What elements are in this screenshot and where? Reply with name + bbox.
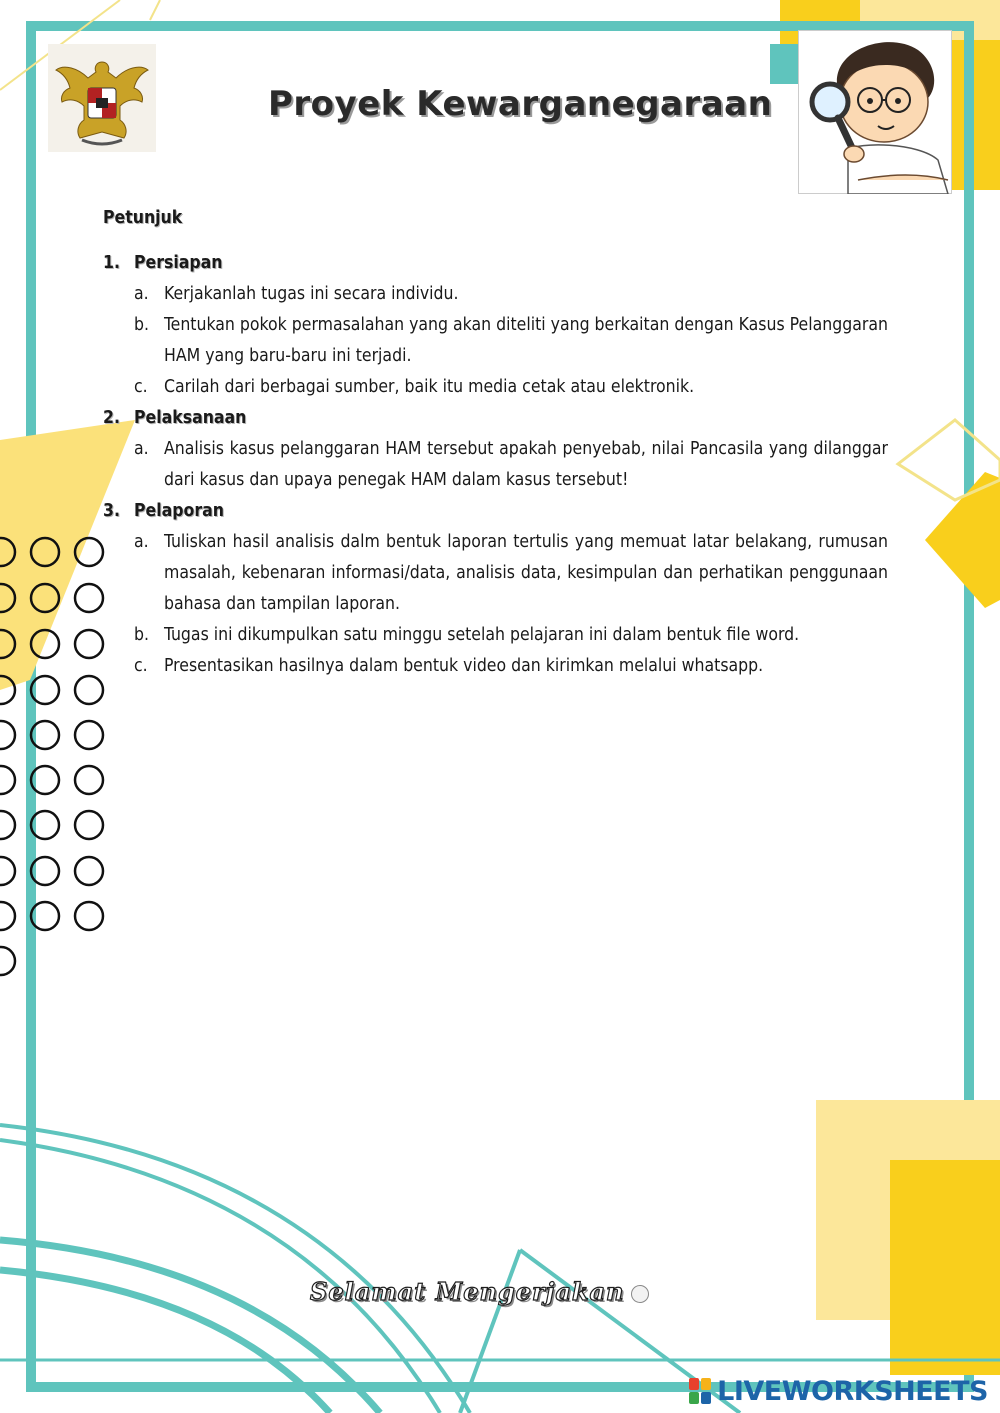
- decor-circle: [75, 584, 103, 612]
- list-item: [103, 279, 888, 310]
- section-title: Persiapan: [134, 253, 223, 273]
- item-letter: a.: [134, 532, 149, 552]
- brand-footer[interactable]: [689, 1374, 988, 1408]
- right-yellow-diamond: [925, 472, 1000, 608]
- section-title: Pelaksanaan: [134, 408, 247, 428]
- garuda-emblem-icon: [48, 44, 156, 152]
- section-heading: [103, 403, 888, 434]
- item-text: Tentukan pokok permasalahan yang akan diteliti yang berkaitan dengan Kasus Pelanggaran HAM yang baru-baru ini terjadi.: [164, 315, 888, 366]
- thin-line: [150, 0, 160, 20]
- item-text: Analisis kasus pelanggaran HAM tersebut apakah penyebab, nilai Pancasila yang dilanggar dari kasus dan upaya penegak HAM dalam kasus tersebut!: [164, 439, 888, 490]
- list-item: [103, 527, 888, 620]
- bottom-right-yellow-block: [890, 1160, 1000, 1375]
- list-item: [103, 372, 888, 403]
- decor-circle: [75, 630, 103, 658]
- decor-circle: [0, 947, 15, 975]
- liveworksheets-logo-icon: [689, 1378, 711, 1404]
- smiley-icon: [631, 1285, 649, 1303]
- item-text: Presentasikan hasilnya dalam bentuk video dan kirimkan melalui whatsapp.: [164, 656, 764, 676]
- page-title: Proyek Kewarganegaraan: [268, 84, 773, 124]
- section-title: Pelaporan: [134, 501, 224, 521]
- decor-circle: [75, 811, 103, 839]
- decor-circle: [0, 857, 15, 885]
- section-items: [103, 527, 888, 682]
- item-letter: b.: [134, 625, 149, 645]
- section-number: 2.: [103, 408, 120, 428]
- list-item: [103, 310, 888, 372]
- decor-circle: [0, 721, 15, 749]
- right-outline-diamond: [898, 420, 1000, 500]
- item-text: Carilah dari berbagai sumber, baik itu media cetak atau elektronik.: [164, 377, 695, 397]
- instruction-sections: [103, 248, 888, 682]
- list-item: [103, 651, 888, 682]
- item-letter: c.: [134, 656, 148, 676]
- decor-circle: [75, 857, 103, 885]
- closing-text: Selamat Mengerjakan: [310, 1277, 625, 1306]
- decor-circle: [0, 811, 15, 839]
- item-letter: b.: [134, 315, 149, 335]
- closing-message: [310, 1277, 710, 1306]
- section-number: 1.: [103, 253, 120, 273]
- section-heading: [103, 248, 888, 279]
- decor-circle: [75, 766, 103, 794]
- instructions-heading: Petunjuk: [103, 208, 183, 228]
- child-with-magnifier-icon: [798, 30, 952, 194]
- section-number: 3.: [103, 501, 120, 521]
- instructions: [103, 203, 888, 682]
- teal-curve: [0, 1125, 470, 1413]
- section-items: [103, 434, 888, 496]
- item-letter: a.: [134, 284, 149, 304]
- item-letter: c.: [134, 377, 148, 397]
- item-text: Kerjakanlah tugas ini secara individu.: [164, 284, 459, 304]
- decor-circle: [75, 721, 103, 749]
- section-heading: [103, 496, 888, 527]
- decor-circle: [75, 676, 103, 704]
- item-text: Tugas ini dikumpulkan satu minggu setelah pelajaran ini dalam bentuk file word.: [164, 625, 800, 645]
- decor-circle: [0, 766, 15, 794]
- item-text: Tuliskan hasil analisis dalm bentuk laporan tertulis yang memuat latar belakang, rumusan masalah, kebenaran informasi/data, analisis data, kesimpulan dan perhatikan penggunaan bahasa dan tampilan laporan.: [164, 532, 888, 614]
- brand-name: LIVEWORKSHEETS: [717, 1375, 988, 1407]
- list-item: [103, 620, 888, 651]
- decor-circle: [0, 902, 15, 930]
- decor-circle: [75, 902, 103, 930]
- section-items: [103, 279, 888, 403]
- list-item: [103, 434, 888, 496]
- item-letter: a.: [134, 439, 149, 459]
